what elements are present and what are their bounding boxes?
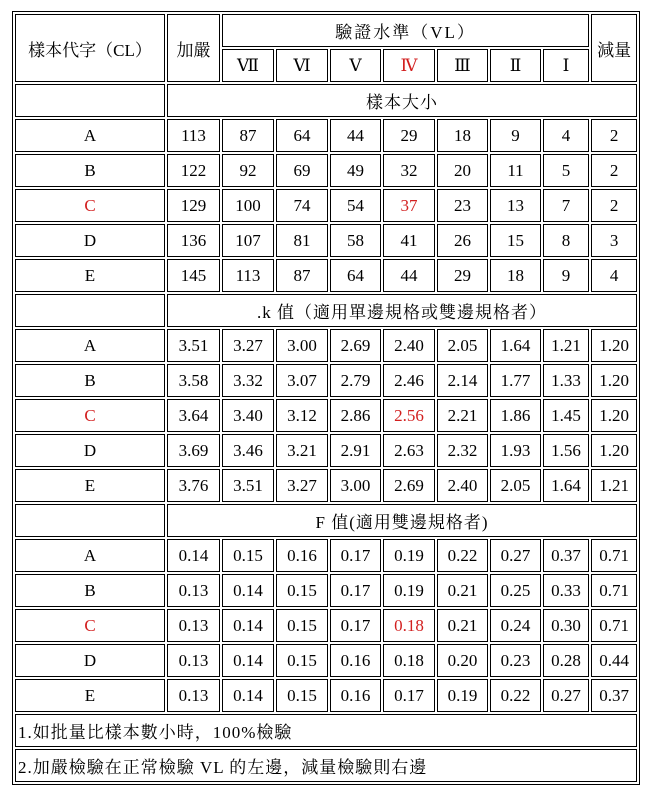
value-cell: 41	[383, 224, 435, 257]
value-cell: 0.13	[167, 644, 220, 677]
sample-code-cell: C	[15, 609, 165, 642]
value-cell: 2.69	[330, 329, 381, 362]
value-cell: 3.27	[276, 469, 328, 502]
value-cell: 49	[330, 154, 381, 187]
level-header-vi: Ⅵ	[276, 49, 328, 82]
value-cell: 1.20	[591, 399, 637, 432]
value-cell: 3.07	[276, 364, 328, 397]
value-cell: 0.22	[437, 539, 488, 572]
value-cell: 1.45	[543, 399, 589, 432]
level-header-i: Ⅰ	[543, 49, 589, 82]
sample-code-cell: B	[15, 154, 165, 187]
highlighted-value-cell: 2.56	[383, 399, 435, 432]
value-cell: 0.14	[167, 539, 220, 572]
value-cell: 113	[222, 259, 274, 292]
value-cell: 1.20	[591, 329, 637, 362]
value-cell: 107	[222, 224, 274, 257]
sample-code-cell: C	[15, 399, 165, 432]
value-cell: 9	[490, 119, 541, 152]
sample-size-row-e	[15, 259, 637, 292]
value-cell: 1.21	[543, 329, 589, 362]
value-cell: 3.00	[330, 469, 381, 502]
sample-size-row-c	[15, 189, 637, 222]
value-cell: 0.20	[437, 644, 488, 677]
value-cell: 3.27	[222, 329, 274, 362]
value-cell: 3.76	[167, 469, 220, 502]
value-cell: 29	[383, 119, 435, 152]
value-cell: 0.15	[276, 679, 328, 712]
value-cell: 0.17	[330, 609, 381, 642]
value-cell: 0.27	[490, 539, 541, 572]
highlighted-value-cell: 0.18	[383, 609, 435, 642]
value-cell: 0.27	[543, 679, 589, 712]
value-cell: 2.21	[437, 399, 488, 432]
value-cell: 3	[591, 224, 637, 257]
value-cell: 3.64	[167, 399, 220, 432]
value-cell: 29	[437, 259, 488, 292]
cl-column-header: 樣本代字（CL）	[15, 14, 165, 82]
value-cell: 0.19	[437, 679, 488, 712]
value-cell: 54	[330, 189, 381, 222]
sample-code-cell: E	[15, 259, 165, 292]
k-value-section-title-row	[15, 294, 637, 327]
sample-code-cell: D	[15, 224, 165, 257]
value-cell: 3.69	[167, 434, 220, 467]
value-cell: 15	[490, 224, 541, 257]
value-cell: 0.19	[383, 574, 435, 607]
sample-code-cell: A	[15, 119, 165, 152]
value-cell: 1.21	[591, 469, 637, 502]
value-cell: 3.32	[222, 364, 274, 397]
sample-size-row-d	[15, 224, 637, 257]
value-cell: 0.17	[330, 574, 381, 607]
level-header-iii: Ⅲ	[437, 49, 488, 82]
value-cell: 2.32	[437, 434, 488, 467]
value-cell: 0.17	[383, 679, 435, 712]
f-value-row-e	[15, 679, 637, 712]
value-cell: 2.91	[330, 434, 381, 467]
value-cell: 136	[167, 224, 220, 257]
value-cell: 13	[490, 189, 541, 222]
sample-code-cell: A	[15, 329, 165, 362]
value-cell: 0.17	[330, 539, 381, 572]
sample-size-row-b	[15, 154, 637, 187]
value-cell: 69	[276, 154, 328, 187]
value-cell: 0.13	[167, 679, 220, 712]
sample-code-cell: C	[15, 189, 165, 222]
value-cell: 7	[543, 189, 589, 222]
value-cell: 0.21	[437, 609, 488, 642]
value-cell: 3.12	[276, 399, 328, 432]
value-cell: 0.16	[330, 679, 381, 712]
value-cell: 2	[591, 154, 637, 187]
sample-code-cell: B	[15, 574, 165, 607]
value-cell: 74	[276, 189, 328, 222]
value-cell: 87	[276, 259, 328, 292]
value-cell: 2	[591, 119, 637, 152]
value-cell: 1.56	[543, 434, 589, 467]
value-cell: 0.30	[543, 609, 589, 642]
value-cell: 0.24	[490, 609, 541, 642]
sample-code-cell: E	[15, 469, 165, 502]
value-cell: 2.69	[383, 469, 435, 502]
value-cell: 0.71	[591, 574, 637, 607]
value-cell: 0.14	[222, 679, 274, 712]
value-cell: 3.58	[167, 364, 220, 397]
value-cell: 0.15	[276, 644, 328, 677]
value-cell: 0.15	[276, 574, 328, 607]
value-cell: 0.28	[543, 644, 589, 677]
value-cell: 129	[167, 189, 220, 222]
value-cell: 4	[591, 259, 637, 292]
value-cell: 0.22	[490, 679, 541, 712]
value-cell: 1.77	[490, 364, 541, 397]
value-cell: 23	[437, 189, 488, 222]
value-cell: 0.15	[222, 539, 274, 572]
tightened-column-header: 加嚴	[167, 14, 220, 82]
value-cell: 9	[543, 259, 589, 292]
value-cell: 64	[330, 259, 381, 292]
value-cell: 0.25	[490, 574, 541, 607]
value-cell: 44	[330, 119, 381, 152]
sample-code-cell: D	[15, 644, 165, 677]
value-cell: 0.23	[490, 644, 541, 677]
value-cell: 2.63	[383, 434, 435, 467]
value-cell: 1.64	[543, 469, 589, 502]
value-cell: 87	[222, 119, 274, 152]
value-cell: 3.21	[276, 434, 328, 467]
value-cell: 0.13	[167, 574, 220, 607]
value-cell: 0.14	[222, 644, 274, 677]
sample-code-cell: D	[15, 434, 165, 467]
value-cell: 2.05	[437, 329, 488, 362]
value-cell: 2.40	[437, 469, 488, 502]
value-cell: 58	[330, 224, 381, 257]
value-cell: 1.93	[490, 434, 541, 467]
value-cell: 1.64	[490, 329, 541, 362]
f-value-row-d	[15, 644, 637, 677]
sample-code-cell: E	[15, 679, 165, 712]
value-cell: 0.18	[383, 644, 435, 677]
footnote-2: 2.加嚴檢驗在正常檢驗 VL 的左邊，減量檢驗則右邊	[15, 749, 637, 782]
level-header-iv: Ⅳ	[383, 49, 435, 82]
value-cell: 32	[383, 154, 435, 187]
value-cell: 2	[591, 189, 637, 222]
value-cell: 5	[543, 154, 589, 187]
header-row-1	[15, 14, 637, 47]
value-cell: 3.40	[222, 399, 274, 432]
value-cell: 4	[543, 119, 589, 152]
sample-code-cell: A	[15, 539, 165, 572]
value-cell: 2.40	[383, 329, 435, 362]
f-value-row-c	[15, 609, 637, 642]
variables-sampling-plan-table	[12, 11, 640, 785]
k-value-row-d	[15, 434, 637, 467]
value-cell: 0.15	[276, 609, 328, 642]
value-cell: 11	[490, 154, 541, 187]
value-cell: 1.33	[543, 364, 589, 397]
value-cell: 8	[543, 224, 589, 257]
value-cell: 145	[167, 259, 220, 292]
value-cell: 0.37	[591, 679, 637, 712]
value-cell: 0.16	[330, 644, 381, 677]
value-cell: 3.46	[222, 434, 274, 467]
sampling-plan-table-container	[12, 11, 639, 785]
sample-code-cell: B	[15, 364, 165, 397]
value-cell: 2.86	[330, 399, 381, 432]
note-row-2	[15, 749, 637, 782]
value-cell: 100	[222, 189, 274, 222]
f-value-blank-cell	[15, 504, 165, 537]
value-cell: 1.20	[591, 364, 637, 397]
value-cell: 81	[276, 224, 328, 257]
note-row-1	[15, 714, 637, 747]
value-cell: 2.46	[383, 364, 435, 397]
value-cell: 0.37	[543, 539, 589, 572]
footnote-1: 1.如批量比樣本數小時，100%檢驗	[15, 714, 637, 747]
value-cell: 2.14	[437, 364, 488, 397]
value-cell: 20	[437, 154, 488, 187]
verification-level-header: 驗證水準（VL）	[222, 14, 589, 47]
value-cell: 3.00	[276, 329, 328, 362]
value-cell: 0.21	[437, 574, 488, 607]
level-header-vii: Ⅶ	[222, 49, 274, 82]
reduced-column-header: 減量	[591, 14, 637, 82]
k-value-row-e	[15, 469, 637, 502]
sample-size-section-title: 樣本大小	[167, 84, 637, 117]
sample-size-blank-cell	[15, 84, 165, 117]
k-value-row-c	[15, 399, 637, 432]
value-cell: 2.05	[490, 469, 541, 502]
highlighted-value-cell: 37	[383, 189, 435, 222]
value-cell: 0.16	[276, 539, 328, 572]
f-value-row-a	[15, 539, 637, 572]
value-cell: 18	[437, 119, 488, 152]
value-cell: 0.33	[543, 574, 589, 607]
sample-size-section-title-row	[15, 84, 637, 117]
value-cell: 2.79	[330, 364, 381, 397]
sample-size-row-a	[15, 119, 637, 152]
value-cell: 26	[437, 224, 488, 257]
value-cell: 0.44	[591, 644, 637, 677]
value-cell: 0.14	[222, 609, 274, 642]
value-cell: 1.86	[490, 399, 541, 432]
value-cell: 44	[383, 259, 435, 292]
level-header-v: Ⅴ	[330, 49, 381, 82]
value-cell: 3.51	[167, 329, 220, 362]
value-cell: 0.13	[167, 609, 220, 642]
value-cell: 0.71	[591, 539, 637, 572]
f-value-section-title: F 值(適用雙邊規格者)	[167, 504, 637, 537]
f-value-row-b	[15, 574, 637, 607]
value-cell: 0.71	[591, 609, 637, 642]
k-value-row-a	[15, 329, 637, 362]
k-value-blank-cell	[15, 294, 165, 327]
value-cell: 18	[490, 259, 541, 292]
value-cell: 1.20	[591, 434, 637, 467]
k-value-row-b	[15, 364, 637, 397]
value-cell: 92	[222, 154, 274, 187]
value-cell: 0.14	[222, 574, 274, 607]
f-value-section-title-row	[15, 504, 637, 537]
k-value-section-title: .k 值（適用單邊規格或雙邊規格者）	[167, 294, 637, 327]
value-cell: 113	[167, 119, 220, 152]
value-cell: 122	[167, 154, 220, 187]
value-cell: 64	[276, 119, 328, 152]
value-cell: 3.51	[222, 469, 274, 502]
value-cell: 0.19	[383, 539, 435, 572]
level-header-ii: Ⅱ	[490, 49, 541, 82]
